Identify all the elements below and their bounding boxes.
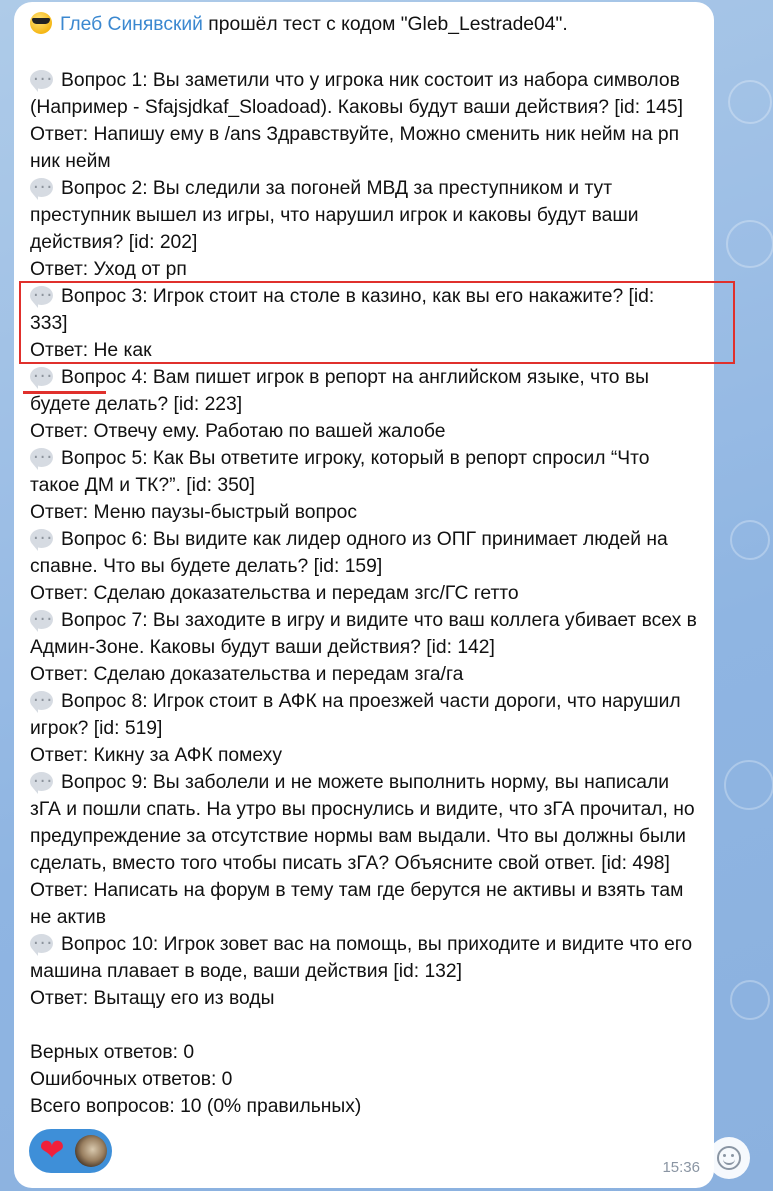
- question-line: [30, 769, 669, 796]
- qa-text: предупреждение за отсутствие нормы вам выдали. Что вы должны были: [30, 826, 686, 847]
- red-highlight-box: [19, 281, 735, 364]
- summary-total: Всего вопросов: 10 (0% правильных): [30, 1096, 362, 1117]
- qa-text: Вопрос 7: Вы заходите в игру и видите что ваш коллега убивает всех в: [61, 610, 697, 631]
- qa-text: такое ДМ и ТК?”. [id: 350]: [30, 475, 255, 496]
- background-doodle: [730, 980, 770, 1020]
- qa-text: не актив: [30, 907, 106, 928]
- qa-text: (Например - Sfajsjdkaf_Sloadoad). Каковы будут ваши действия? [id: 145]: [30, 97, 683, 118]
- qa-text: игрок? [id: 519]: [30, 718, 163, 739]
- message-header: [30, 11, 568, 38]
- qa-line: [30, 985, 274, 1012]
- header-text: прошёл тест с кодом "Gleb_Lestrade04".: [202, 14, 568, 35]
- qa-text: Вопрос 5: Как Вы ответите игроку, который в репорт спросил “Что: [61, 448, 650, 469]
- qa-text: спавне. Что вы будете делать? [id: 159]: [30, 556, 383, 577]
- question-line: [30, 67, 680, 94]
- emoji-reaction-button[interactable]: [708, 1137, 750, 1179]
- background-doodle: [726, 220, 773, 268]
- smile-icon: [717, 1146, 741, 1170]
- qa-line: [30, 121, 679, 148]
- qa-line: [30, 850, 670, 877]
- speech-bubble-icon: [30, 610, 53, 629]
- background-doodle: [724, 760, 773, 810]
- qa-text: машина плавает в воде, ваши действия [id: 132]: [30, 961, 462, 982]
- qa-line: [30, 553, 382, 580]
- question-line: [30, 445, 649, 472]
- qa-line: [30, 634, 495, 661]
- reaction-chip[interactable]: [29, 1129, 112, 1173]
- qa-text: Вопрос 10: Игрок зовет вас на помощь, вы приходите и видите что его: [61, 934, 693, 955]
- qa-line: [30, 715, 162, 742]
- qa-text: ник нейм: [30, 151, 111, 172]
- qa-line: [30, 472, 255, 499]
- qa-text: зГА и пошли спать. На утро вы проснулись и видите, что зГА прочитал, но: [30, 799, 695, 820]
- message-time: 15:36: [662, 1159, 700, 1176]
- speech-bubble-icon: [30, 529, 53, 548]
- speech-bubble-icon: [30, 934, 53, 953]
- speech-bubble-icon: [30, 691, 53, 710]
- summary-wrong: Ошибочных ответов: 0: [30, 1069, 233, 1090]
- qa-text: Ответ: Напишу ему в /ans Здравствуйте, Можно сменить ник нейм на рп: [30, 124, 680, 145]
- speech-bubble-icon: [30, 367, 53, 386]
- user-name-link[interactable]: Глеб Синявский: [60, 14, 203, 35]
- reactor-avatar: [75, 1135, 107, 1167]
- qa-text: Вопрос 9: Вы заболели и не можете выполнить норму, вы написали: [61, 772, 670, 793]
- qa-line: [30, 877, 683, 904]
- qa-text: Админ-Зоне. Каковы будут ваши действия? [id: 142]: [30, 637, 495, 658]
- background-doodle: [728, 80, 772, 124]
- qa-text: Вопрос 2: Вы следили за погоней МВД за преступником и тут: [61, 178, 613, 199]
- qa-line: [30, 661, 463, 688]
- red-underline-mark: [23, 391, 106, 394]
- qa-text: Ответ: Меню паузы-быстрый вопрос: [30, 502, 358, 523]
- qa-line: [30, 904, 106, 931]
- qa-text: Ответ: Сделаю доказательства и передам згс/ГС гетто: [30, 583, 519, 604]
- qa-text: Вопрос 3: Игрок стоит на столе в казино, как вы его накажите? [id:: [61, 286, 655, 307]
- qa-text: 333]: [30, 313, 68, 334]
- qa-text: Ответ: Отвечу ему. Работаю по вашей жалобе: [30, 421, 446, 442]
- qa-text: сделать, вместо того чтобы писать зГА? Объясните свой ответ. [id: 498]: [30, 853, 670, 874]
- qa-line: [30, 256, 187, 283]
- qa-line: [30, 229, 197, 256]
- qa-text: Ответ: Сделаю доказательства и передам зга/га: [30, 664, 464, 685]
- summary-correct: Верных ответов: 0: [30, 1042, 195, 1063]
- qa-text: Ответ: Вытащу его из воды: [30, 988, 275, 1009]
- question-line: [30, 931, 692, 958]
- qa-text: Вопрос 1: Вы заметили что у игрока ник состоит из набора символов: [61, 70, 680, 91]
- qa-text: преступник вышел из игры, что нарушил игрок и каковы будут ваши: [30, 205, 639, 226]
- qa-line: [30, 499, 357, 526]
- qa-line: [30, 742, 282, 769]
- heart-icon: ❤: [39, 1133, 65, 1168]
- speech-bubble-icon: [30, 178, 53, 197]
- question-line: [30, 688, 681, 715]
- question-line: [30, 607, 697, 634]
- qa-line: [30, 796, 695, 823]
- qa-line: [30, 823, 686, 850]
- qa-text: Вопрос 4: Вам пишет игрок в репорт на английском языке, что вы: [61, 367, 649, 388]
- qa-line: [30, 391, 242, 418]
- qa-text: действия? [id: 202]: [30, 232, 198, 253]
- qa-line: [30, 202, 639, 229]
- sunglasses-emoji-icon: [30, 12, 52, 34]
- qa-line: [30, 418, 445, 445]
- qa-text: Вопрос 8: Игрок стоит в АФК на проезжей части дороги, что нарушил: [61, 691, 681, 712]
- qa-line: [30, 958, 462, 985]
- qa-text: Ответ: Написать на форум в тему там где берутся не активы и взять там: [30, 880, 684, 901]
- speech-bubble-icon: [30, 772, 53, 791]
- question-line: [30, 175, 612, 202]
- question-line: [30, 526, 668, 553]
- qa-text: Ответ: Уход от рп: [30, 259, 187, 280]
- speech-bubble-icon: [30, 70, 53, 89]
- qa-text: будете делать? [id: 223]: [30, 394, 243, 415]
- qa-line: [30, 580, 519, 607]
- question-line: [30, 364, 649, 391]
- qa-line: [30, 94, 683, 121]
- qa-text: Вопрос 6: Вы видите как лидер одного из ОПГ принимает людей на: [61, 529, 668, 550]
- qa-text: Ответ: Кикну за АФК помеху: [30, 745, 282, 766]
- speech-bubble-icon: [30, 448, 53, 467]
- qa-line: [30, 148, 111, 175]
- background-doodle: [730, 520, 770, 560]
- qa-text: Ответ: Не как: [30, 340, 152, 361]
